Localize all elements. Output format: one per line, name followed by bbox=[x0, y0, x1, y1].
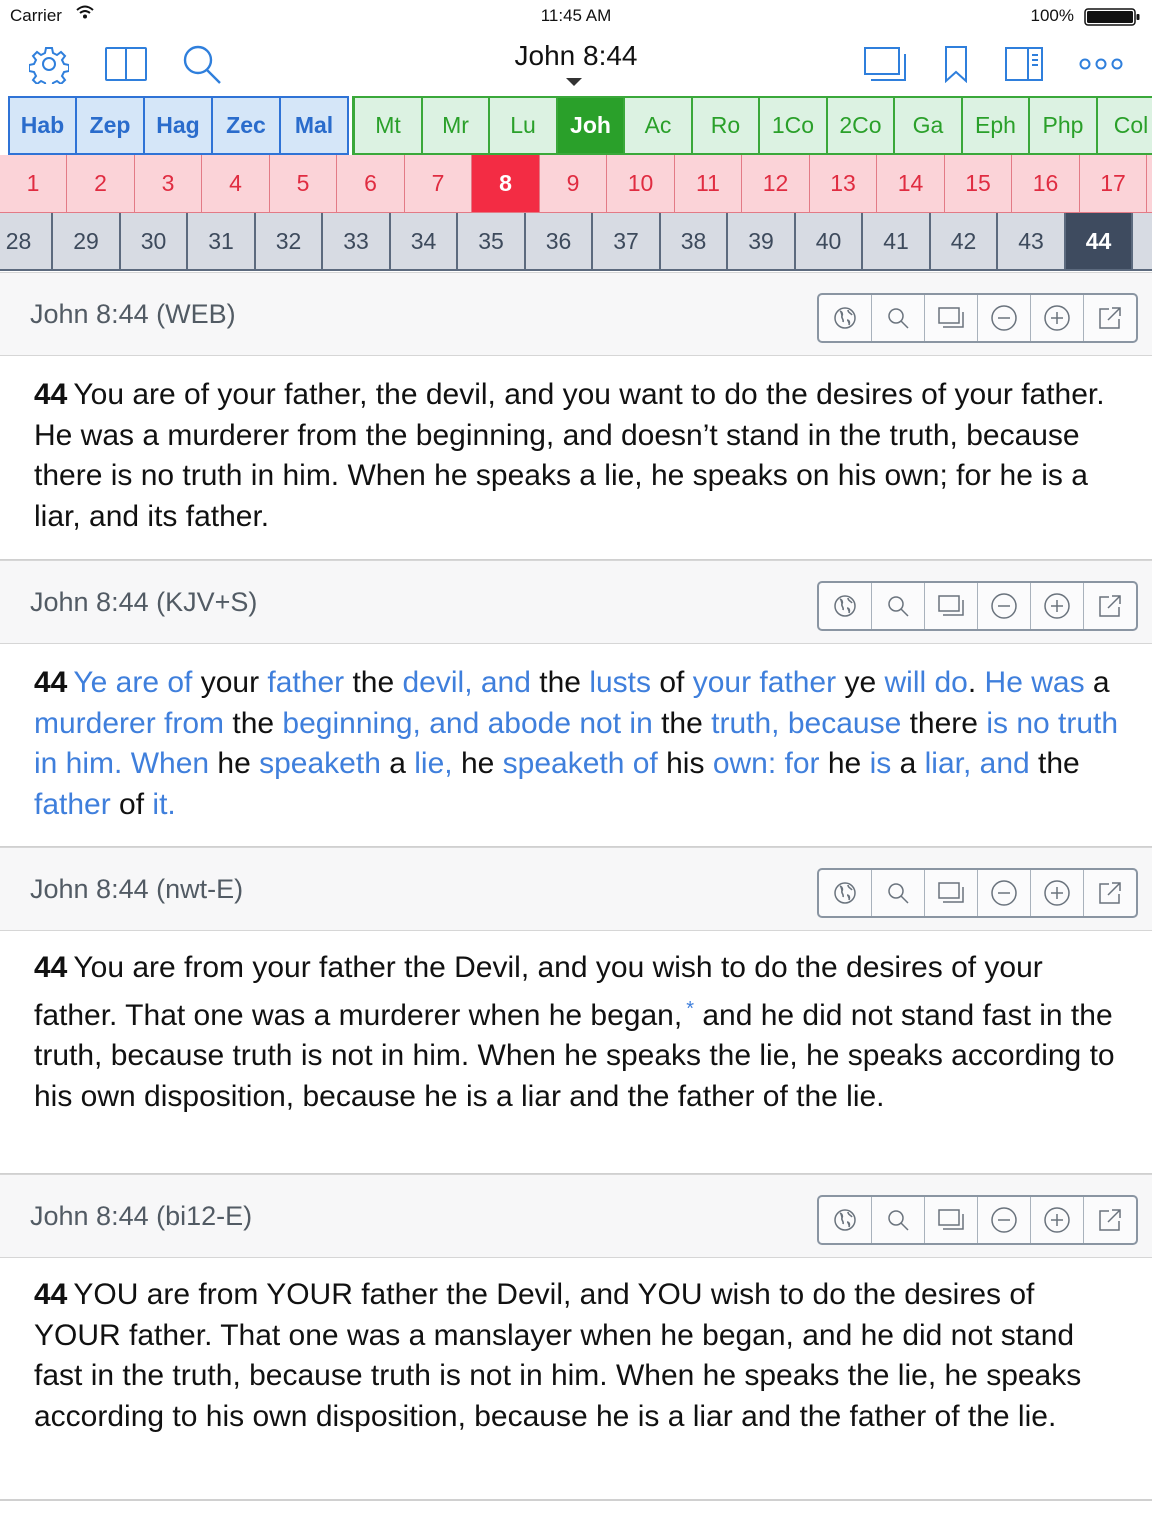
chapter-cell[interactable]: 10 bbox=[607, 155, 675, 212]
verse-cell[interactable]: 43 bbox=[998, 213, 1066, 269]
strongs-link[interactable]: speaketh of bbox=[502, 747, 658, 781]
translation-toolbar bbox=[817, 868, 1138, 918]
chapter-cell-active[interactable]: 8 bbox=[472, 155, 540, 212]
battery-icon bbox=[1084, 8, 1142, 26]
verse-text-segment: a bbox=[380, 747, 415, 781]
verse-number: 44 bbox=[34, 951, 68, 984]
translation-header-web bbox=[0, 272, 1152, 356]
strongs-link[interactable]: murderer from bbox=[34, 706, 225, 740]
book-tab[interactable]: Php bbox=[1030, 96, 1098, 155]
chapter-cell[interactable]: 4 bbox=[202, 155, 270, 212]
translation-reference[interactable]: John 8:44 (WEB) bbox=[30, 299, 236, 329]
book-tab[interactable]: 2Co bbox=[828, 96, 895, 155]
verse-text-segment: You are of your father, the devil, and you want to do the desires of your father. He was a murderer from the beginning, and doesn’t stand in the truth, because there is no truth in him. When he speaks a lie, he speaks on his own; for he is a liar, and its father. bbox=[34, 378, 1105, 534]
verse-text-segment: your bbox=[192, 666, 268, 699]
section-divider bbox=[0, 1499, 1152, 1501]
windows-icon[interactable] bbox=[925, 870, 978, 916]
battery-percent: 100% bbox=[1030, 6, 1074, 25]
verse-text-segment: You are from your father the Devil, and you wish to do the desires of your father. That one was a murderer when he began, bbox=[34, 951, 1043, 1032]
verse-text-segment: the bbox=[224, 706, 283, 740]
share-icon[interactable] bbox=[1084, 295, 1136, 341]
minus-icon[interactable] bbox=[978, 295, 1031, 341]
strongs-link[interactable]: father bbox=[34, 788, 111, 822]
chapter-cell[interactable]: 1 bbox=[0, 155, 67, 212]
book-tab[interactable]: 1Co bbox=[760, 96, 828, 155]
verse-text-segment: the bbox=[1029, 747, 1080, 781]
book-tab[interactable]: Zec bbox=[213, 96, 281, 155]
windows-icon[interactable] bbox=[925, 583, 978, 629]
book-selector bbox=[0, 96, 1152, 155]
book-tab-active[interactable]: Joh bbox=[558, 96, 625, 155]
verse-text-segment: a bbox=[891, 747, 925, 781]
share-icon[interactable] bbox=[1084, 583, 1136, 629]
chapter-selector bbox=[0, 155, 1152, 213]
globe-icon[interactable] bbox=[819, 295, 872, 341]
chapter-cell[interactable]: 16 bbox=[1012, 155, 1080, 212]
strongs-link[interactable]: Ye are of bbox=[73, 666, 193, 699]
strongs-link[interactable]: speaketh bbox=[259, 747, 381, 781]
verse-number: 44 bbox=[34, 378, 68, 411]
clock: 11:45 AM bbox=[540, 6, 612, 25]
strongs-link[interactable]: father bbox=[267, 666, 345, 699]
verse-text-segment: he bbox=[452, 747, 503, 781]
strongs-link[interactable]: devil, and bbox=[402, 666, 531, 699]
bookmark-icon[interactable] bbox=[932, 40, 980, 88]
verse-cell[interactable]: 30 bbox=[121, 213, 188, 269]
verse-cell[interactable]: 29 bbox=[53, 213, 121, 269]
verse-text-segment: of bbox=[651, 666, 693, 699]
chapter-cell[interactable]: 3 bbox=[135, 155, 202, 212]
plus-icon[interactable] bbox=[1031, 1197, 1084, 1243]
share-icon[interactable] bbox=[1084, 870, 1136, 916]
translation-header-bi12 bbox=[0, 1174, 1152, 1258]
windows-icon[interactable] bbox=[925, 295, 978, 341]
verse-text-segment: and he did not stand fast in the truth, because truth is not in him. When he speaks the lie, he speaks according to his own disposition, because he is a liar and the father of the lie. bbox=[34, 998, 1115, 1114]
verse-number: 44 bbox=[34, 666, 68, 699]
verse-cell[interactable]: 40 bbox=[796, 213, 863, 269]
verse-cell[interactable]: 28 bbox=[0, 213, 53, 269]
chapter-cell[interactable]: 14 bbox=[877, 155, 945, 212]
strongs-link[interactable]: will do bbox=[884, 666, 968, 699]
book-tab[interactable]: Mal bbox=[281, 96, 349, 155]
verse-text-segment: he bbox=[209, 747, 260, 781]
chapter-cell[interactable]: 17 bbox=[1080, 155, 1147, 212]
book-tab[interactable]: Hab bbox=[8, 96, 77, 155]
verse-cell[interactable]: 42 bbox=[931, 213, 998, 269]
book-tab[interactable]: Hag bbox=[145, 96, 213, 155]
verse-text-segment: of bbox=[110, 788, 153, 822]
windows-icon[interactable] bbox=[925, 1197, 978, 1243]
verse-cell[interactable]: 39 bbox=[728, 213, 796, 269]
plus-icon[interactable] bbox=[1031, 295, 1084, 341]
book-tab[interactable]: Mr bbox=[423, 96, 490, 155]
strongs-link[interactable]: lusts bbox=[589, 666, 651, 699]
strongs-link[interactable]: beginning, and abode not in bbox=[282, 706, 653, 740]
chevron-down-icon[interactable] bbox=[566, 78, 582, 86]
book-tab[interactable]: Col bbox=[1098, 96, 1152, 155]
verse-cell[interactable]: 33 bbox=[323, 213, 391, 269]
chapter-cell[interactable]: 11 bbox=[675, 155, 742, 212]
verse-text-segment: there bbox=[901, 706, 987, 740]
footnote-marker[interactable]: * bbox=[686, 997, 694, 1020]
translation-reference[interactable]: John 8:44 (bi12-E) bbox=[30, 1201, 253, 1231]
verse-cell[interactable]: 35 bbox=[458, 213, 526, 269]
search-icon[interactable] bbox=[872, 1197, 925, 1243]
page-title[interactable]: John 8:44 bbox=[514, 40, 638, 71]
verse-text-bi12 bbox=[34, 1275, 1124, 1438]
strongs-link[interactable]: lie, bbox=[414, 747, 453, 781]
more-icon[interactable] bbox=[1077, 40, 1125, 88]
verse-text-kjv bbox=[34, 663, 1124, 826]
chapter-cell[interactable]: 12 bbox=[742, 155, 810, 212]
strongs-link[interactable]: is no truth in him. When bbox=[34, 706, 1119, 781]
translation-toolbar bbox=[817, 1195, 1138, 1245]
verse-text-web bbox=[34, 375, 1124, 538]
translation-header-nwt bbox=[0, 847, 1152, 931]
book-tab[interactable]: Ro bbox=[693, 96, 760, 155]
translation-toolbar bbox=[817, 293, 1138, 343]
strongs-link[interactable]: it. bbox=[152, 788, 176, 822]
verse-text-segment: ye bbox=[836, 666, 885, 699]
status-bar bbox=[0, 0, 1152, 32]
book-tab[interactable]: Ac bbox=[625, 96, 693, 155]
verse-cell[interactable]: 38 bbox=[661, 213, 728, 269]
book-tab[interactable]: Lu bbox=[490, 96, 558, 155]
verse-cell[interactable]: 34 bbox=[391, 213, 458, 269]
strongs-link[interactable]: is bbox=[869, 747, 892, 781]
translation-toolbar bbox=[817, 581, 1138, 631]
book-tab[interactable]: Zep bbox=[77, 96, 145, 155]
strongs-link[interactable]: own: for bbox=[712, 747, 820, 781]
strongs-link[interactable]: liar, and bbox=[924, 747, 1030, 781]
nav-bar bbox=[0, 32, 1152, 96]
verse-text-nwt bbox=[34, 948, 1124, 1118]
globe-icon[interactable] bbox=[819, 870, 872, 916]
verse-cell[interactable]: 37 bbox=[593, 213, 661, 269]
translation-header-kjv bbox=[0, 560, 1152, 644]
search-icon[interactable] bbox=[872, 583, 925, 629]
verse-cell[interactable]: 31 bbox=[188, 213, 256, 269]
minus-icon[interactable] bbox=[978, 583, 1031, 629]
strongs-link[interactable]: He was bbox=[984, 666, 1085, 699]
book-tab[interactable]: Eph bbox=[963, 96, 1030, 155]
minus-icon[interactable] bbox=[978, 1197, 1031, 1243]
chapter-cell[interactable]: 2 bbox=[67, 155, 135, 212]
strongs-link[interactable]: your father bbox=[692, 666, 837, 699]
plus-icon[interactable] bbox=[1031, 870, 1084, 916]
carrier-label: Carrier bbox=[10, 6, 62, 25]
search-icon[interactable] bbox=[872, 870, 925, 916]
verse-text-segment: the bbox=[530, 666, 590, 699]
verse-cell-active[interactable]: 44 bbox=[1066, 213, 1133, 269]
verse-text-segment: he bbox=[819, 747, 870, 781]
verse-text-segment: YOU are from YOUR father the Devil, and YOU wish to do the desires of YOUR father. That one was a manslayer when he began, and he did not stand fast in the truth, because truth is not in him. When he speaks the lie, he speaks according to his own disposition, because he is a liar and the father of the lie. bbox=[34, 1278, 1082, 1434]
strongs-link[interactable]: truth, because bbox=[711, 706, 902, 740]
search-icon[interactable] bbox=[872, 295, 925, 341]
chapter-cell[interactable]: 9 bbox=[540, 155, 607, 212]
verse-text-segment: his bbox=[657, 747, 713, 781]
reader-icon[interactable] bbox=[1000, 40, 1048, 88]
chapter-cell[interactable]: 13 bbox=[810, 155, 877, 212]
chapter-cell[interactable]: 15 bbox=[945, 155, 1012, 212]
verse-cell[interactable]: 41 bbox=[863, 213, 931, 269]
verse-text-segment: the bbox=[652, 706, 712, 740]
verse-selector bbox=[0, 213, 1152, 271]
book-tab[interactable]: Mt bbox=[355, 96, 423, 155]
windows-icon[interactable] bbox=[861, 40, 909, 88]
share-icon[interactable] bbox=[1084, 1197, 1136, 1243]
verse-cell[interactable]: 36 bbox=[526, 213, 593, 269]
chapter-cell[interactable]: 7 bbox=[405, 155, 472, 212]
chapter-cell[interactable]: 6 bbox=[337, 155, 405, 212]
verse-text-segment: the bbox=[344, 666, 403, 699]
verse-cell[interactable]: 32 bbox=[256, 213, 323, 269]
verse-text-segment: a bbox=[1084, 666, 1110, 699]
plus-icon[interactable] bbox=[1031, 583, 1084, 629]
book-tab[interactable]: Ga bbox=[895, 96, 963, 155]
translation-reference[interactable]: John 8:44 (KJV+S) bbox=[30, 587, 258, 617]
verse-number: 44 bbox=[34, 1278, 68, 1311]
globe-icon[interactable] bbox=[819, 1197, 872, 1243]
minus-icon[interactable] bbox=[978, 870, 1031, 916]
translation-reference[interactable]: John 8:44 (nwt-E) bbox=[30, 874, 244, 904]
globe-icon[interactable] bbox=[819, 583, 872, 629]
verse-text-segment: . bbox=[967, 666, 985, 699]
chapter-cell[interactable]: 5 bbox=[270, 155, 337, 212]
